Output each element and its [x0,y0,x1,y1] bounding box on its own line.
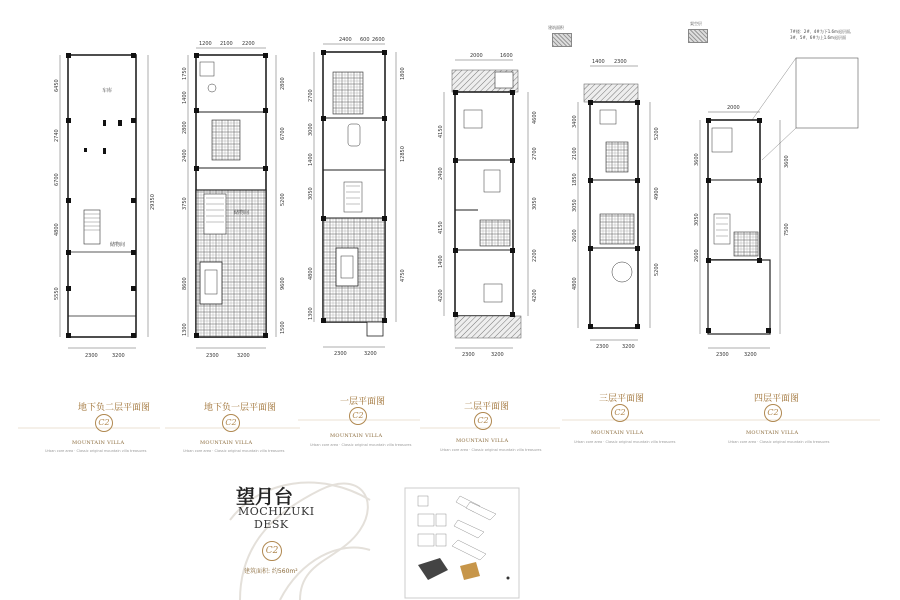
dim-f3-right-3: 5200 [654,263,660,276]
thumbnail-panel [405,488,519,598]
dim-f1-bottom-1: 2300 [334,351,347,357]
dim-b2-right-1: 29350 [150,194,156,210]
dim-f1-top-3: 2600 [372,37,385,43]
legend-label-stilt: 架空层 [690,21,702,26]
dim-f3-bottom-2: 3200 [622,344,635,350]
plan-f3 [578,66,650,340]
mountain-villa-label: MOUNTAIN VILLA [746,430,799,436]
dim-f2-left-3: 4150 [438,221,444,234]
room-storage-b1: 储物间 [234,210,250,216]
c2-badge: C2 [349,407,367,425]
floor-title: 地下负一层平面图 [204,403,277,413]
main-title-en-2: DESK [254,518,289,531]
c2-badge: C2 [611,404,629,422]
c2-badge: C2 [474,412,492,430]
floor-tagline: Urban core area · Classic original mountain villa treasures [728,440,830,444]
gross-area-label: 建筑面积: 约560m² [244,568,298,575]
floor-tagline: Urban core area · Classic original mountain villa treasures [310,443,412,447]
dim-b1-left-5: 3750 [182,197,188,210]
dim-f4-right-1: 3600 [784,155,790,168]
dim-b1-left-6: 8600 [182,277,188,290]
title-divider-lines [18,420,880,428]
dim-f4-left-3: 2600 [694,249,700,262]
floor-title: 地下负二层平面图 [78,403,151,413]
dim-f3-top-1: 1400 [592,59,605,65]
note-line-1: 7#楼：2#、4#为下1.6m退层面, [790,29,852,34]
dim-b1-right-2: 6700 [280,127,286,140]
mountain-villa-label: MOUNTAIN VILLA [456,438,509,444]
dim-f4-bottom-1: 2300 [716,352,729,358]
dim-f3-bottom-1: 2300 [596,344,609,350]
dim-f2-bottom-2: 3200 [491,352,504,358]
dim-f2-top-1: 2000 [470,53,483,59]
floor-tagline: Urban core area · Classic original mountain villa treasures [183,449,285,453]
dim-b2-left-3: 6700 [54,173,60,186]
dim-f3-left-4: 3050 [572,199,578,212]
mountain-villa-label: MOUNTAIN VILLA [591,430,644,436]
dim-b1-top-2: 2100 [220,41,233,47]
main-c2-badge: C2 [262,541,282,561]
legend-swatch-gross-area [552,33,572,47]
note-block [790,29,851,41]
dim-f1-top-1: 2400 [339,37,352,43]
dim-f1-left-4: 3050 [308,187,314,200]
c2-badge: C2 [764,404,782,422]
dim-f1-bottom-2: 3200 [364,351,377,357]
dim-b2-left-2: 2740 [54,129,60,142]
dim-b2-bottom-2: 3200 [112,353,125,359]
dim-f2-right-4: 2200 [532,249,538,262]
mountain-villa-label: MOUNTAIN VILLA [330,433,383,439]
dim-f4-left-2: 3050 [694,213,700,226]
floor-tagline: Urban core area · Classic original mountain villa treasures [45,449,147,453]
dim-f3-top-2: 2300 [614,59,627,65]
dim-f2-bottom-1: 2300 [462,352,475,358]
plan-f4 [700,58,858,348]
dim-b1-bottom-2: 3200 [237,353,250,359]
dim-f3-right-2: 4900 [654,187,660,200]
dim-b1-top-3: 2200 [242,41,255,47]
dim-b1-right-4: 9600 [280,277,286,290]
dim-f3-left-5: 2600 [572,229,578,242]
plan-b2 [60,53,148,348]
dim-b1-left-7: 1300 [182,323,188,336]
main-title-cn: 望月台 [236,486,294,508]
mountain-villa-label: MOUNTAIN VILLA [72,440,125,446]
floor-title: 一层平面图 [340,397,386,407]
floor-tagline: Urban core area · Classic original mountain villa treasures [574,440,676,444]
dim-f1-left-5: 4800 [308,267,314,280]
room-garage: 车库 [102,88,113,94]
dim-f1-right-2: 12850 [400,146,406,162]
c2-badge: C2 [222,414,240,432]
floor-title: 三层平面图 [599,394,645,404]
dim-f1-right-3: 4750 [400,269,406,282]
dim-f2-left-4: 1400 [438,255,444,268]
dim-f2-right-2: 2700 [532,147,538,160]
dim-f1-left-6: 1300 [308,307,314,320]
room-storage-b2: 储物间 [110,242,126,248]
dim-f1-left-2: 3000 [308,123,314,136]
dim-f4-bottom-2: 3200 [744,352,757,358]
dim-f2-left-1: 4150 [438,125,444,138]
plan-f2 [444,60,528,348]
dim-b1-top-1: 1200 [199,41,212,47]
c2-badge: C2 [95,414,113,432]
dim-b1-right-5: 1500 [280,321,286,334]
dim-b1-left-2: 1400 [182,91,188,104]
dim-f3-left-2: 2100 [572,147,578,160]
dim-f2-top-2: 1600 [500,53,513,59]
dim-f1-left-3: 1400 [308,153,314,166]
note-line-2: 3#、5#、6#为上1.6m退层面 [790,35,846,40]
dim-f4-top-1: 2000 [727,105,740,111]
dim-b1-left-3: 2800 [182,121,188,134]
dim-f2-right-5: 4200 [532,289,538,302]
dim-f1-right-1: 1800 [400,67,406,80]
dim-b1-bottom-1: 2300 [206,353,219,359]
legend-swatch-stilt [688,29,708,43]
floor-tagline: Urban core area · Classic original mountain villa treasures [440,448,542,452]
dim-f3-right-1: 5200 [654,127,660,140]
dim-b2-left-4: 4800 [54,223,60,236]
dim-b1-right-1: 2800 [280,77,286,90]
dim-f3-left-6: 4800 [572,277,578,290]
dim-f2-right-3: 3050 [532,197,538,210]
dim-f1-top-2: 600 [360,37,370,43]
main-title-en-1: MOCHIZUKI [238,505,315,518]
dim-f2-left-5: 4200 [438,289,444,302]
plan-b1 [188,48,276,348]
dim-f2-left-2: 2400 [438,167,444,180]
floor-title: 四层平面图 [754,394,800,404]
dim-f1-left-1: 2700 [308,89,314,102]
floor-title: 二层平面图 [464,402,510,412]
dim-f2-right-1: 4600 [532,111,538,124]
dim-b2-left-5: 5550 [54,287,60,300]
dim-f4-left-1: 3600 [694,153,700,166]
dim-f4-right-2: 7500 [784,223,790,236]
legend-label-gross-area: 建筑面积 [548,25,564,30]
dim-b1-left-4: 2400 [182,149,188,162]
dim-f3-left-1: 3400 [572,115,578,128]
dim-b2-left-1: 6450 [54,79,60,92]
dim-b1-right-3: 5200 [280,193,286,206]
dim-f3-left-3: 1850 [572,173,578,186]
plan-f1 [314,44,396,347]
mountain-villa-label: MOUNTAIN VILLA [200,440,253,446]
dim-b1-left-1: 1750 [182,67,188,80]
dim-b2-bottom-1: 2300 [85,353,98,359]
